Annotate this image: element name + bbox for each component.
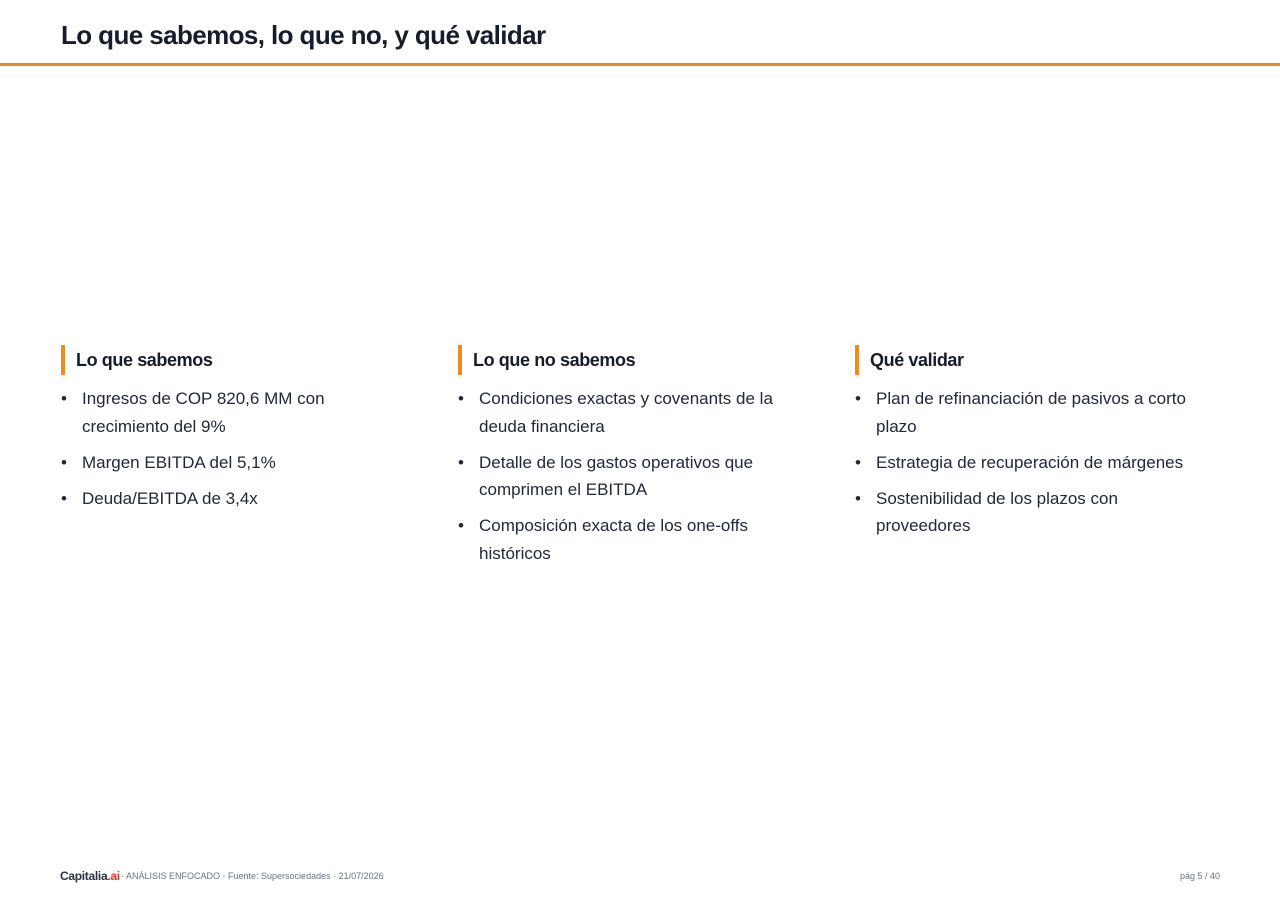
bullet-icon: • xyxy=(61,452,67,472)
brand-logo xyxy=(60,869,120,883)
bullet-icon: • xyxy=(458,516,464,535)
list-item-text: Plan de refinanciación de pasivos a corto plazo xyxy=(876,389,1186,436)
list-item xyxy=(458,449,798,504)
bullet-icon: • xyxy=(855,389,861,408)
list-item-text: Margen EBITDA del 5,1% xyxy=(82,452,276,472)
footer-source: · ANÁLISIS ENFOCADO · Fuente: Supersociedades · 21/07/2026 xyxy=(121,871,384,881)
bullet-list xyxy=(855,385,1215,540)
bullet-icon: • xyxy=(61,389,67,408)
list-item-text: Composición exacta de los one-offs históricos xyxy=(479,516,749,563)
page-number: pág 5 / 40 xyxy=(1179,871,1220,881)
list-item xyxy=(458,512,798,567)
list-item xyxy=(61,485,401,513)
list-item xyxy=(61,385,401,440)
column-known xyxy=(61,345,401,521)
list-item xyxy=(855,485,1215,540)
column-heading: Lo que no sabemos xyxy=(458,345,798,375)
brand-name: Capitalia xyxy=(60,869,108,883)
column-validate xyxy=(855,345,1215,548)
list-item-text: Condiciones exactas y covenants de la deuda financiera xyxy=(479,389,773,436)
list-item xyxy=(61,449,401,477)
list-item xyxy=(855,385,1215,440)
bullet-icon: • xyxy=(61,488,67,508)
columns-section xyxy=(61,345,1221,585)
list-item xyxy=(458,385,798,440)
list-item-text: Ingresos de COP 820,6 MM con crecimiento del 9% xyxy=(82,389,325,436)
bullet-icon: • xyxy=(855,488,861,508)
list-item-text: Sostenibilidad de los plazos con proveedores xyxy=(876,488,1118,535)
list-item-text: Estrategia de recuperación de márgenes xyxy=(876,452,1184,472)
bullet-icon: • xyxy=(458,389,464,408)
page-title: Lo que sabemos, lo que no, y qué validar xyxy=(61,20,546,50)
list-item-text: Detalle de los gastos operativos que comprimen el EBITDA xyxy=(479,452,754,499)
bullet-icon: • xyxy=(458,452,464,472)
list-item xyxy=(855,449,1215,477)
brand-suffix: .ai xyxy=(107,869,120,883)
slide-header xyxy=(0,0,1280,66)
list-item-text: Deuda/EBITDA de 3,4x xyxy=(82,488,258,508)
column-heading: Qué validar xyxy=(855,345,1215,375)
bullet-list xyxy=(61,385,401,512)
slide-footer xyxy=(60,868,1220,886)
bullet-icon: • xyxy=(855,452,861,472)
bullet-list xyxy=(458,385,798,567)
column-heading: Lo que sabemos xyxy=(61,345,401,375)
column-unknown xyxy=(458,345,798,576)
